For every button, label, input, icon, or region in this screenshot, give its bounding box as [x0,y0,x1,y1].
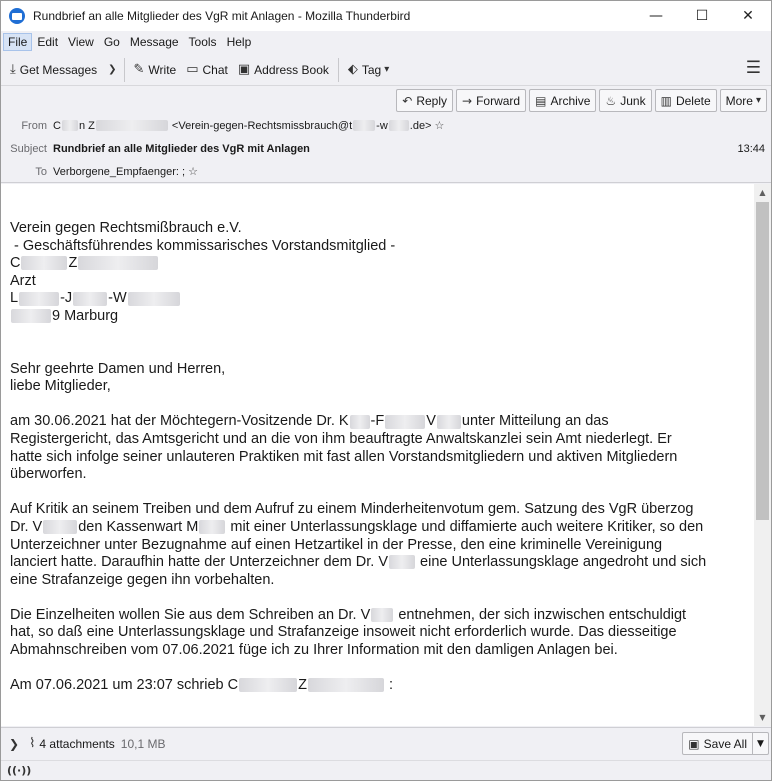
from-name-part: n Z [78,119,95,132]
redaction [350,415,370,429]
from-name-part: C [53,119,61,132]
more-label: More [725,93,753,108]
street-part: -J [60,290,73,307]
address-book-button[interactable] [233,57,334,83]
redaction [73,292,107,306]
street-part: -W [108,290,127,307]
redaction [371,608,393,622]
menu-tools[interactable]: Tools [188,35,217,49]
text-part: am 30.06.2021 hat der Möchtegern-Vositzende Dr. K [10,413,349,430]
salutation-line: Sehr geehrte Damen und Herren, [10,360,226,377]
paragraph-line: hatte sich infolge seiner unlauteren Praktiken mit fast allen Vorstandsmitgliedern und aktiven Mitgliedern [10,448,678,465]
name-line [10,255,752,273]
message-time: 13:44 [737,143,765,155]
trash-icon: ▥ [660,93,672,108]
header-actions [396,89,767,112]
chat-label: Chat [202,62,228,77]
thunderbird-logo-icon [9,8,25,24]
subject-row [1,143,310,155]
paragraph-line: eine Strafanzeige gegen ihn vorbehalten. [10,571,275,588]
chevron-down-icon: ❯ [108,64,117,75]
spacer [10,589,752,607]
vertical-scrollbar[interactable] [754,184,771,726]
minimize-button[interactable]: — [649,8,663,24]
text-part: mit einer Unterlassungsklage und diffamierte auch weitere Kritiker, so den [230,518,704,535]
chevron-down-icon: ▼ [757,738,764,749]
paragraph-line: Auf Kritik an seinem Treiben und dem Aufruf zu einem Minderheitenvotum gem. Satzung des VgR überzog [10,501,694,518]
text-part: lanciert hatte. Daraufhin hatte der Unterzeichner dem Dr. V [10,554,388,571]
quote-header-line [10,677,752,695]
text-part: -F [370,413,385,430]
redaction [128,292,180,306]
from-label: From [21,119,47,132]
redaction [62,120,78,131]
save-all-label: Save All [703,736,747,751]
message-header [1,87,771,183]
text-part: Am 07.06.2021 um 23:07 schrieb C [10,677,239,694]
text-part: V [426,413,436,430]
scroll-down-arrow-icon[interactable]: ▼ [759,713,766,722]
spacer [10,396,752,414]
scroll-up-arrow-icon[interactable]: ▲ [759,188,766,197]
tag-label: Tag [361,62,382,77]
menu-go[interactable]: Go [103,35,120,49]
archive-label: Archive [550,93,591,108]
text-part: Die Einzelheiten wollen Sie aus dem Schreiben an Dr. V [10,606,371,623]
menu-bar [1,31,771,53]
reply-label: Reply [416,93,448,108]
paragraph-line [10,607,752,625]
paragraph-line: Abmahnschreiben vom 07.06.2021 füge ich zu Ihrer Information mit den damligen Anlagen bei. [10,642,618,659]
toolbar-separator [124,58,125,82]
name-part: Z [68,255,78,272]
window-controls [633,1,771,31]
redaction [78,256,158,270]
window-title: Rundbrief an alle Mitglieder des VgR mit Anlagen - Mozilla Thunderbird [33,9,411,23]
from-email-part: .de> [409,119,432,132]
attachment-bar [1,727,771,759]
redaction [389,555,415,569]
pencil-icon: ✎ [133,62,145,77]
get-messages-dropdown[interactable] [102,57,119,83]
forward-icon: → [462,93,473,108]
menu-edit[interactable]: Edit [37,35,59,49]
status-bar [1,760,771,780]
redaction [96,120,168,131]
get-messages-button[interactable] [5,57,102,83]
archive-button[interactable] [529,89,596,112]
attachment-size: 10,1 MB [120,736,166,751]
subject-label: Subject [10,143,47,155]
redaction [19,292,59,306]
maximize-button[interactable]: ☐ [695,8,709,24]
paperclip-icon: ⌇ [29,736,36,751]
address-book-icon: ▣ [237,62,251,77]
text-part: eine Unterlassungsklage angedroht und sich [420,554,707,571]
spacer [10,660,752,678]
delete-button[interactable] [655,89,717,112]
write-button[interactable] [129,57,182,83]
write-label: Write [148,62,177,77]
redaction [437,415,461,429]
chat-bubble-icon: ▭ [186,62,199,77]
get-messages-label: Get Messages [19,62,98,77]
text-part: den Kassenwart M [78,518,199,535]
redaction [389,120,409,131]
junk-label: Junk [620,93,646,108]
to-row [1,165,198,178]
redaction [21,256,67,270]
tag-button[interactable] [343,57,394,83]
junk-flame-icon: ♨ [605,93,617,108]
name-part: C [10,255,21,272]
toolbar-separator [338,58,339,82]
redaction [239,678,297,692]
junk-button[interactable] [599,89,651,112]
redaction [43,520,77,534]
main-toolbar [1,54,771,86]
address-book-label: Address Book [254,62,329,77]
role-line: - Geschäftsführendes kommissarisches Vorstandsmitglied - [10,237,396,254]
redaction [11,309,51,323]
paragraph-line: hat, so daß eine Unterlassungsklage und Strafanzeige insoweit nicht erforderlich wurde. Das diesseitige [10,624,677,641]
attachment-count[interactable]: 4 attachments [39,736,115,751]
salutation-line: liebe Mitglieder, [10,378,111,395]
street-line [10,290,752,308]
redaction [353,120,375,131]
from-value[interactable] [53,120,431,132]
star-icon[interactable]: ☆ [188,165,198,178]
from-email-part: -w [376,119,388,132]
chat-button[interactable] [181,57,233,83]
delete-label: Delete [675,93,711,108]
save-all-main[interactable] [683,733,752,754]
to-label: To [35,165,47,178]
text-part: unter Mitteilung an das [461,413,609,430]
save-all-dropdown[interactable] [752,733,768,754]
spacer [10,484,752,502]
close-button[interactable]: ✕ [742,8,754,24]
menu-help[interactable]: Help [226,35,252,49]
redaction [385,415,425,429]
paragraph-line: Unterzeichner unter Bezugnahme auf einen Hetzartikel in der Presse, den eine kriminelle Vereinigung [10,536,663,553]
from-email-part: <Verein-gegen-Rechtsmissbrauch@t [171,119,353,132]
paragraph-line: überworfen. [10,466,87,483]
title-bar [1,1,771,31]
paragraph-line: Registergericht, das Amtsgericht und an die von ihm beauftragte Anwaltskanzlei sein Amt niederlegt. Er [10,430,672,447]
redaction [199,520,225,534]
paragraph-line [10,554,752,572]
reply-icon: ↶ [402,93,413,108]
city-part: 9 Marburg [52,307,119,324]
text-part: Dr. V [10,518,43,535]
menu-view[interactable]: View [68,35,94,49]
message-body[interactable] [1,184,771,726]
star-icon[interactable]: ☆ [434,119,445,132]
forward-button[interactable] [456,89,526,112]
org-line: Verein gegen Rechtsmißbrauch e.V. [10,220,242,236]
menu-file[interactable]: File [3,33,32,51]
save-icon: ▣ [688,736,700,751]
to-value[interactable]: Verborgene_Empfaenger: ; [53,165,186,178]
more-button[interactable] [720,89,767,112]
tag-icon: ⬖ [347,62,358,77]
text-part: entnehmen, der sich inzwischen entschuldigt [398,606,687,623]
save-all-button[interactable] [682,732,769,755]
scrollbar-thumb[interactable] [756,202,769,520]
subject-value: Rundbrief an alle Mitglieder des VgR mit Anlagen [53,143,310,155]
city-line [10,308,752,326]
text-part: : [389,677,394,694]
app-menu-icon[interactable]: ☰ [745,58,761,78]
redaction [308,678,384,692]
spacer [10,326,752,361]
profession-line: Arzt [10,272,36,289]
reply-button[interactable] [396,89,453,112]
paragraph-line [10,413,752,431]
download-icon: ⤓ [10,62,16,77]
menu-message[interactable]: Message [129,35,179,49]
expand-attachments-icon[interactable]: ❯ [9,736,20,751]
archive-icon: ▤ [535,93,547,108]
from-row [1,119,444,132]
street-part: L [10,290,19,307]
online-status-icon[interactable]: ((·)) [7,764,32,777]
paragraph-line [10,519,752,537]
chevron-down-icon: ▾ [384,64,390,75]
text-part: Z [298,677,307,694]
chevron-down-icon: ▾ [755,95,761,106]
forward-label: Forward [476,93,521,108]
message-text [10,220,752,695]
